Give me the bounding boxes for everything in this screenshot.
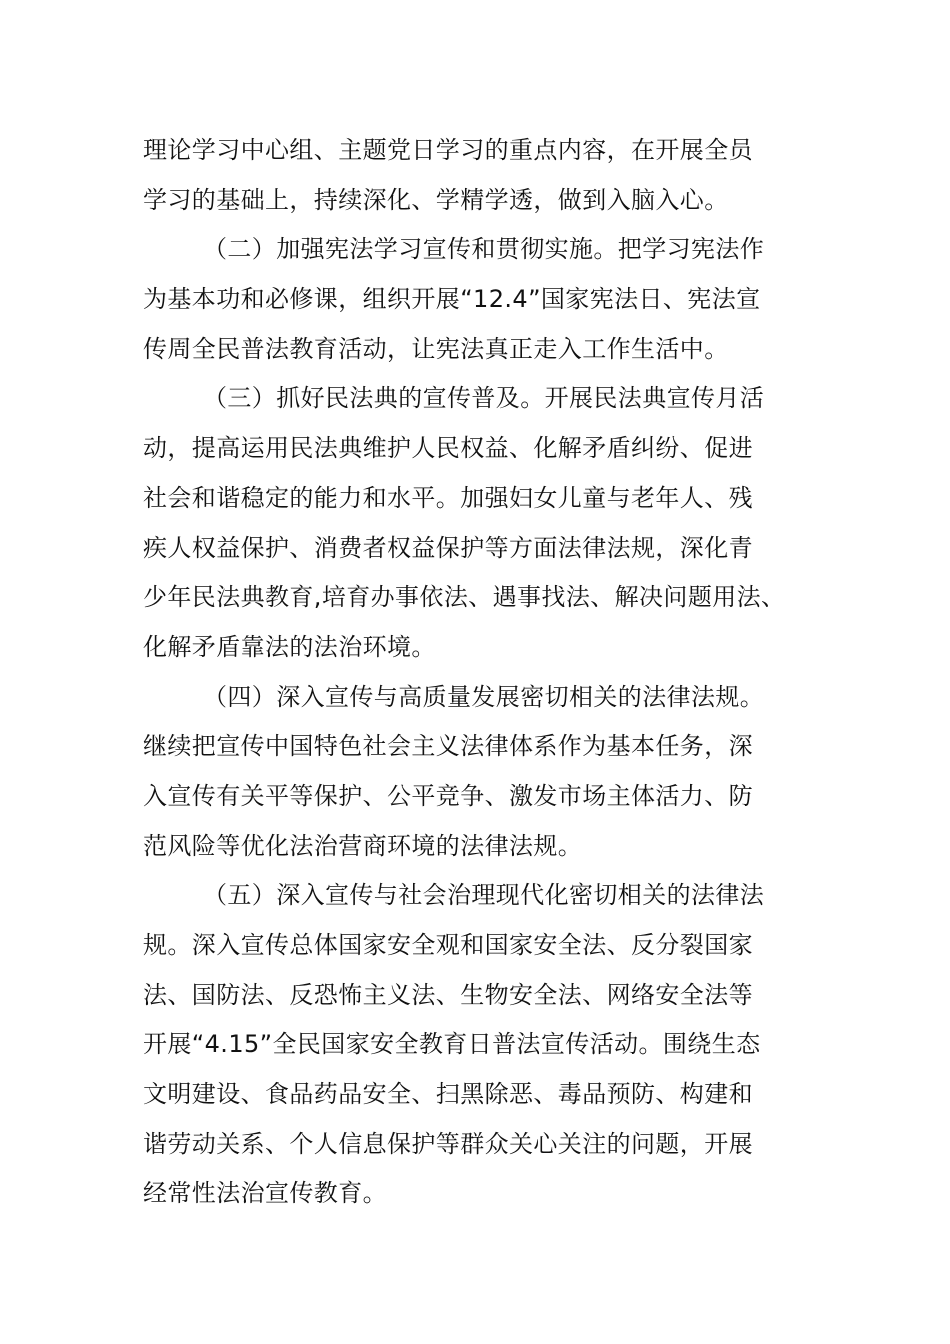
text-line: 少年民法典教育,培育办事依法、遇事找法、解决问题用法、 [143,583,786,612]
text-line: 为基本功和必修课，组织开展“12.4”国家宪法日、宪法宣 [143,285,761,314]
text-line: 谐劳动关系、个人信息保护等群众关心关注的问题，开展 [143,1129,753,1158]
paragraph-first-line: （四）深入宣传与高质量发展密切相关的法律法规。 [203,682,765,711]
text-line: 法、国防法、反恐怖主义法、生物安全法、网络安全法等 [143,980,753,1009]
text-line: 经常性法治宣传教育。 [143,1179,387,1208]
text-line: 继续把宣传中国特色社会主义法律体系作为基本任务，深 [143,732,753,761]
text-line: 化解矛盾靠法的法治环境。 [143,632,436,661]
text-line: 动，提高运用民法典维护人民权益、化解矛盾纠纷、促进 [143,434,753,463]
text-line: 理论学习中心组、主题党日学习的重点内容，在开展全员 [143,136,753,164]
text-line: 入宣传有关平等保护、公平竞争、激发市场主体活力、防 [143,781,753,810]
text-line: 规。深入宣传总体国家安全观和国家安全法、反分裂国家 [143,931,753,959]
text-line: 疾人权益保护、消费者权益保护等方面法律法规，深化青 [143,533,753,562]
paragraph-first-line: （三）抓好民法典的宣传普及。开展民法典宣传月活 [203,384,765,413]
document-body [143,126,823,1219]
text-line: 学习的基础上，持续深化、学精学透，做到入脑入心。 [143,185,729,214]
text-line: 范风险等优化法治营商环境的法律法规。 [143,831,583,860]
text-line: 传周全民普法教育活动，让宪法真正走入工作生活中。 [143,334,729,363]
paragraph-first-line: （五）深入宣传与社会治理现代化密切相关的法律法 [203,881,765,910]
text-line: 文明建设、食品药品安全、扫黑除恶、毒品预防、构建和 [143,1080,753,1109]
text-line: 开展“4.15”全民国家安全教育日普法宣传活动。围绕生态 [143,1030,761,1059]
text-line: 社会和谐稳定的能力和水平。加强妇女儿童与老年人、残 [143,483,753,512]
paragraph-first-line: （二）加强宪法学习宣传和贯彻实施。把学习宪法作 [203,235,765,264]
